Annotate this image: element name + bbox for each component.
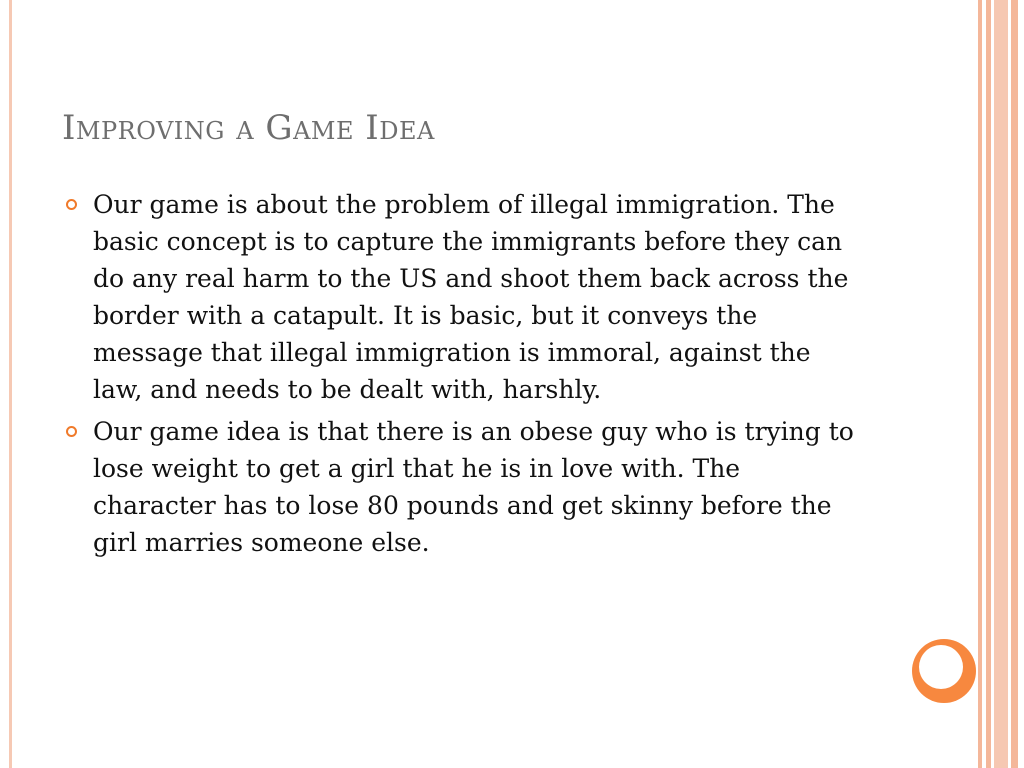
- bullet-list: [62, 186, 862, 566]
- bullet-text: Our game is about the problem of illegal immigration. The basic concept is to capture the immigrants before they can do any real harm to the US and shoot them back across the border with a catapult. It is basic, but it conveys the message that illegal immigration is immoral, against the law, and needs to be dealt with, harshly.: [93, 190, 849, 404]
- bullet-item: [62, 413, 862, 561]
- right-stripe: [994, 0, 1008, 768]
- hollow-circle-icon: [66, 426, 77, 437]
- left-border-line: [9, 0, 12, 768]
- orange-ring-icon: [912, 639, 976, 703]
- slide-title: Improving a Game Idea: [62, 108, 435, 148]
- hollow-circle-icon: [66, 199, 77, 210]
- right-stripe: [978, 0, 982, 768]
- bullet-item: [62, 186, 862, 408]
- right-stripe: [1011, 0, 1018, 768]
- bullet-text: Our game idea is that there is an obese guy who is trying to lose weight to get a girl that he is in love with. The character has to lose 80 pounds and get skinny before the girl marries someone else.: [93, 417, 854, 557]
- right-stripe: [986, 0, 991, 768]
